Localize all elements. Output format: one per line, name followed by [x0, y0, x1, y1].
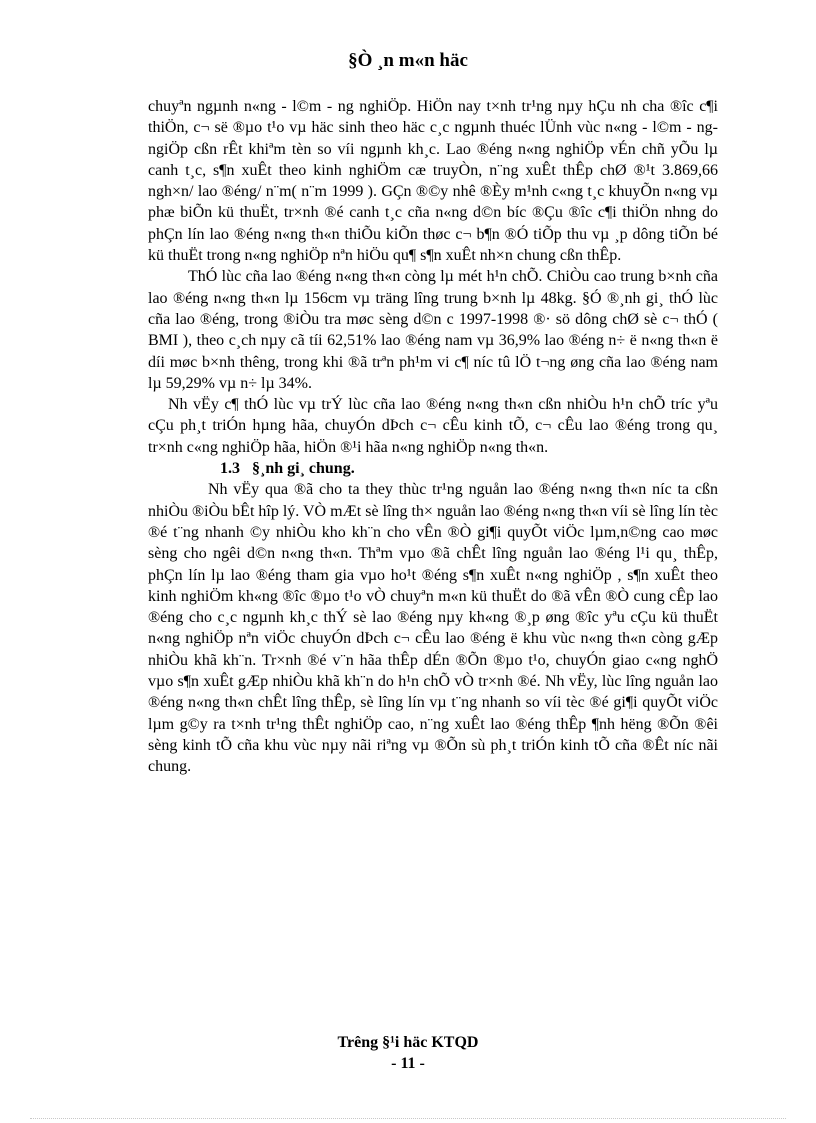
section-title: §¸nh gi¸ chung.	[252, 460, 355, 478]
footer-page-number: - 11 -	[391, 1055, 425, 1072]
paragraph-3: Nh vËy c¶ thÓ lùc vµ trÝ lùc cña lao ®éng n«ng th«n cßn nhiÒu h¹n chÕ tríc yªu cÇu ph¸t triÓn hµng hãa, chuyÓn dÞch c¬ cÊu kinh tÕ, c¬ cÊu lao ®éng trong qu¸ tr×nh c«ng nghiÖp hãa, hiÖn ®¹i hãa n«ng nghiÖp n«ng th«n.	[148, 396, 718, 456]
footer-school-name: Trêng §¹i häc KTQD	[337, 1034, 479, 1051]
paragraph-4: Nh vËy qua ®ã cho ta they thùc tr¹ng nguån lao ®éng n«ng th«n níc ta cßn nhiÒu ®iÒu bÊt hîp lý. VÒ mÆt sè lîng th× nguån lao ®éng n«ng th«n víi sè lîng lín tèc ®é t¨ng nhanh ©y nhiÒu kho kh¨n cho vÊn ®Ò gi¶i quyÕt viÖc lµm,n©ng cao møc sèng cho ngêi d©n n«ng th«n. Thªm vµo ®ã chÊt lîng nguån lao ®éng l¹i qu¸ thÊp, phÇn lín lµ lao ®éng tham gia vµo ho¹t ®éng s¶n xuÊt n«ng nghiÖp , s¶n xuÊt theo kinh nghiÖm kh«ng ®îc ®µo t¹o vÒ chuyªn m«n kü thuËt do ®ã vÊn ®Ò cung cÊp lao ®éng cho c¸c ngµnh kh¸c thÝ sè lao ®éng nµy kh«ng ®¸p øng ®îc yªu cÇu kü thuËt n«ng nghiÖp nªn viÖc chuyÓn dÞch c¬ cÊu lao ®éng ë khu vùc n«ng th«n còng gÆp nhiÒu khã kh¨n. Tr×nh ®é v¨n hãa thÊp dÉn ®Õn ®µo t¹o, chuyÓn giao c«ng nghÖ vµo s¶n xuÊt gÆp nhiÒu khã kh¨n do h¹n chÕ vÒ tr×nh ®é. Nh vËy, lùc lîng nguån lao ®éng n«ng th«n chÊt lîng thÊp, sè lîng lín vµ t¨ng nhanh so víi tèc ®é gi¶i quyÕt viÖc lµm g©y ra t×nh tr¹ng thÊt nghiÖp cao, n¨ng xuÊt lao ®éng thÊp ¶nh hëng ®Õn ®êi sèng kinh tÕ cña khu vùc nµy nãi riªng vµ ®Õn sù ph¸t triÓn kinh tÕ cña ®Êt níc nãi chung.	[148, 481, 718, 776]
document-body	[148, 96, 718, 778]
page-footer	[0, 1032, 816, 1074]
section-heading	[148, 458, 718, 479]
paragraph-1: chuyªn ngµnh n«ng - l©m - ng nghiÖp. HiÖn nay t×nh tr¹ng nµy hÇu nh cha ®îc c¶i thiÖn, c¬ së ®µo t¹o vµ häc sinh theo häc c¸c ngµnh thuéc lÜnh vùc n«ng - l©m - ng ngiÖp cßn rÊt khiªm tèn so víi ngµnh kh¸c. Lao ®éng n«ng nghiÖp vÉn chñ yÕu lµ canh t¸c, s¶n xuÊt theo kinh nghiÖm cæ truyÒn, n¨ng xuÊt thÊp chØ ®¹t 3.869,66 ngh×n/ lao ®éng/ n¨m( n¨m 1999 ). GÇn ®©y nhê ®Èy m¹nh c«ng t¸c khuyÕn n«ng vµ phæ biÕn kü thuËt, tr×nh ®é canh t¸c cña n«ng d©n bíc ®Çu ®îc c¶i thiÖn nhng do phÇn lín lao ®éng n«ng th«n thiÕu kiÕn thøc c¬ b¶n ®Ó tiÕp thu vµ ¸p dông tiÕn bé kü thuËt trong n«ng nghiÖp nªn hiÖu qu¶ s¶n xuÊt nh×n chung cßn thÊp.	[148, 98, 718, 265]
section-number: 1.3	[220, 460, 240, 478]
paragraph-2: ThÓ lùc cña lao ®éng n«ng th«n còng lµ mét h¹n chÕ. ChiÒu cao trung b×nh cña lao ®éng n«ng th«n lµ 156cm vµ träng lîng trung b×nh lµ 48kg. §Ó ®¸nh gi¸ thÓ lùc cña lao ®éng, trong ®iÒu tra møc sèng d©n c 1997-1998 ®· sö dông chØ sè c¬ thÓ ( BMI ), theo c¸ch nµy cã tíi 62,51% lao ®éng nam vµ 36,9% lao ®éng n÷ ë n«ng th«n ë díi møc b×nh thêng, trong khi ®ã trªn ph¹m vi c¶ níc tû lÖ t¬ng øng cña lao ®éng nam lµ 59,29% vµ n÷ lµ 34%.	[148, 268, 718, 392]
page-bottom-divider	[30, 1118, 786, 1119]
page-header-title: §Ò ¸n m«n häc	[348, 50, 468, 71]
